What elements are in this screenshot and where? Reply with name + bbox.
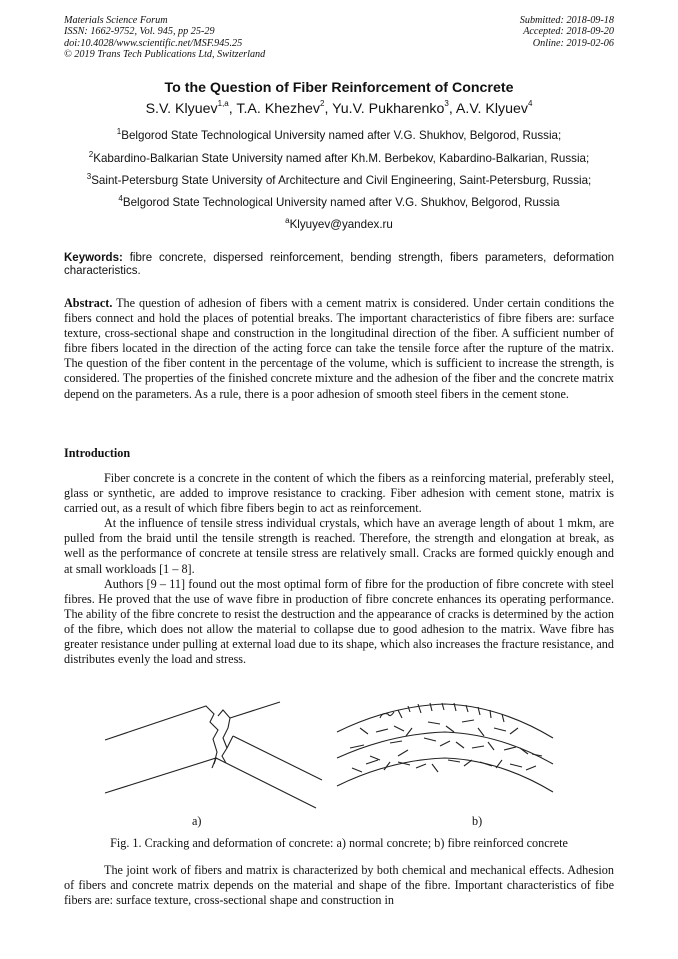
author-name: Yu.V. Pukharenko [332,101,445,117]
abstract-label: Abstract. [64,296,113,310]
figure-caption: Fig. 1. Cracking and deformation of concrete: a) normal concrete; b) fibre reinforced concrete [110,836,568,850]
submitted-date: Submitted: 2018-09-18 [519,15,614,26]
fibre-reinforced-concrete-drawing [337,703,553,792]
keywords [64,252,614,278]
author-email: $^a$Klyuyev@yandex.ru [285,216,393,231]
author-affiliation-mark: 3 [444,99,449,108]
author-list: S.V. Klyuev$^{1,a}$, T.A. Khezhev$^2$, Yu.V. Pukharenko$^3$, A.V. Klyuev$^4$ [145,99,533,117]
affiliation-2: $^2$Kabardino-Balkarian State University named after Kh.M. Berbekov, Kabardino-Balkarian, Russia; [88,150,590,165]
author-name: T.A. Khezhev [236,101,320,117]
normal-concrete-crack-drawing [105,702,322,808]
section-heading-introduction: Introduction [64,446,131,460]
affiliation-3: $^3$Saint-Petersburg State University of Architecture and Civil Engineering, Saint-Petersburg, Russia; [86,172,592,187]
keywords-label: Keywords: [64,252,123,264]
submission-dates [520,15,614,49]
figure-1-illustration [90,698,600,818]
figure-label-b: b) [472,814,483,828]
paragraph: The joint work of fibers and matrix is characterized by both chemical and mechanical effects. Adhesion of fibers and concrete matrix depends on the material and shape of the fibre. Important characteristics of fibe fibers are: surface texture, cross-sectional shape and construction in [64,863,614,908]
journal-issn: ISSN: 1662-9752, Vol. 945, pp 25-29 [64,26,215,38]
paper-title: To the Question of Fiber Reinforcement of Concrete [164,80,514,96]
paragraph: Authors [9 – 11] found out the most optimal form of fibre for the production of fibre concrete with steel fibres. He proved that the use of wave fibre in production of fibre concrete enhances its operating performance. The ability of the fibre concrete to resist the destruction and the appearance of cracks is determined by the action of the fibre, which does not allow the material to collapse due to good adhesion to the matrix. Wave fibre has greater resistance under pulling at external load due to its shape, which also increases the fracture resistance, and distributes evenly the load and stress. [64,576,614,667]
author-name: S.V. Klyuev [145,101,218,117]
author-affiliation-mark: 2 [319,99,325,108]
continuation-body [64,863,614,908]
introduction-body [64,471,614,667]
journal-doi: doi:10.4028/www.scientific.net/MSF.945.25 [64,37,243,49]
author-affiliation-mark: 4 [527,99,533,108]
affiliation-4: $^4$Belgorod State Technological University named after V.G. Shukhov, Belgorod, Russia [118,194,560,209]
author-affiliation-mark: 1,a [217,99,229,108]
paragraph: Fiber concrete is a concrete in the content of which the fibers as a reinforcing material, preferably steel, glass or synthetic, are added to improve resistance to cracking. Fiber adhesion with cement stone, matrix is carried out, as a result of which fibre fibers begin to act as reinforcement. [64,471,614,516]
online-date: Online: 2019-02-06 [532,37,614,49]
journal-info [64,15,265,61]
affiliation-1: $^1$Belgorod State Technological University named after V.G. Shukhov, Belgorod, Russia; [116,127,562,142]
accepted-date: Accepted: 2018-09-20 [523,26,614,38]
journal-copyright: © 2019 Trans Tech Publications Ltd, Switzerland [64,49,266,61]
keywords-text: fibre concrete, dispersed reinforcement, bending strength, fibers parameters, deformation characteristics. [64,252,614,278]
abstract-text: The question of adhesion of fibers with a cement matrix is considered. Under certain conditions the fibers connect and hold the places of potential breaks. The important characteristics of fibre fibers are: surface texture, cross-sectional shape and construction in the longitudinal direction of the fiber. A sufficient number of fibre fibers located in the direction of the acting force can take the tensile force after the rupture of the matrix. The question of the fiber content in the percentage of the volume, which is sufficient to increase the strength, is considered. The properties of the finished concrete mixture and the adhesion of the fiber and the concrete matrix depend on the parameters. As a rule, there is a poor adhesion of smooth steel fibers in the cement stone. [64,296,614,401]
abstract [64,296,614,402]
journal-name: Materials Science Forum [64,15,168,26]
paragraph: At the influence of tensile stress individual crystals, which have an average length of about 1 mkm, are pulled from the braid until the tensile strength is reached. Therefore, the strength and elongation at break, as well as the performance of concrete at tensile stress are relatively small. Cracks are formed quickly enough and at small workloads [1 – 8]. [64,516,614,576]
figure-label-a: a) [192,814,202,828]
author-name: A.V. Klyuev [455,101,528,117]
